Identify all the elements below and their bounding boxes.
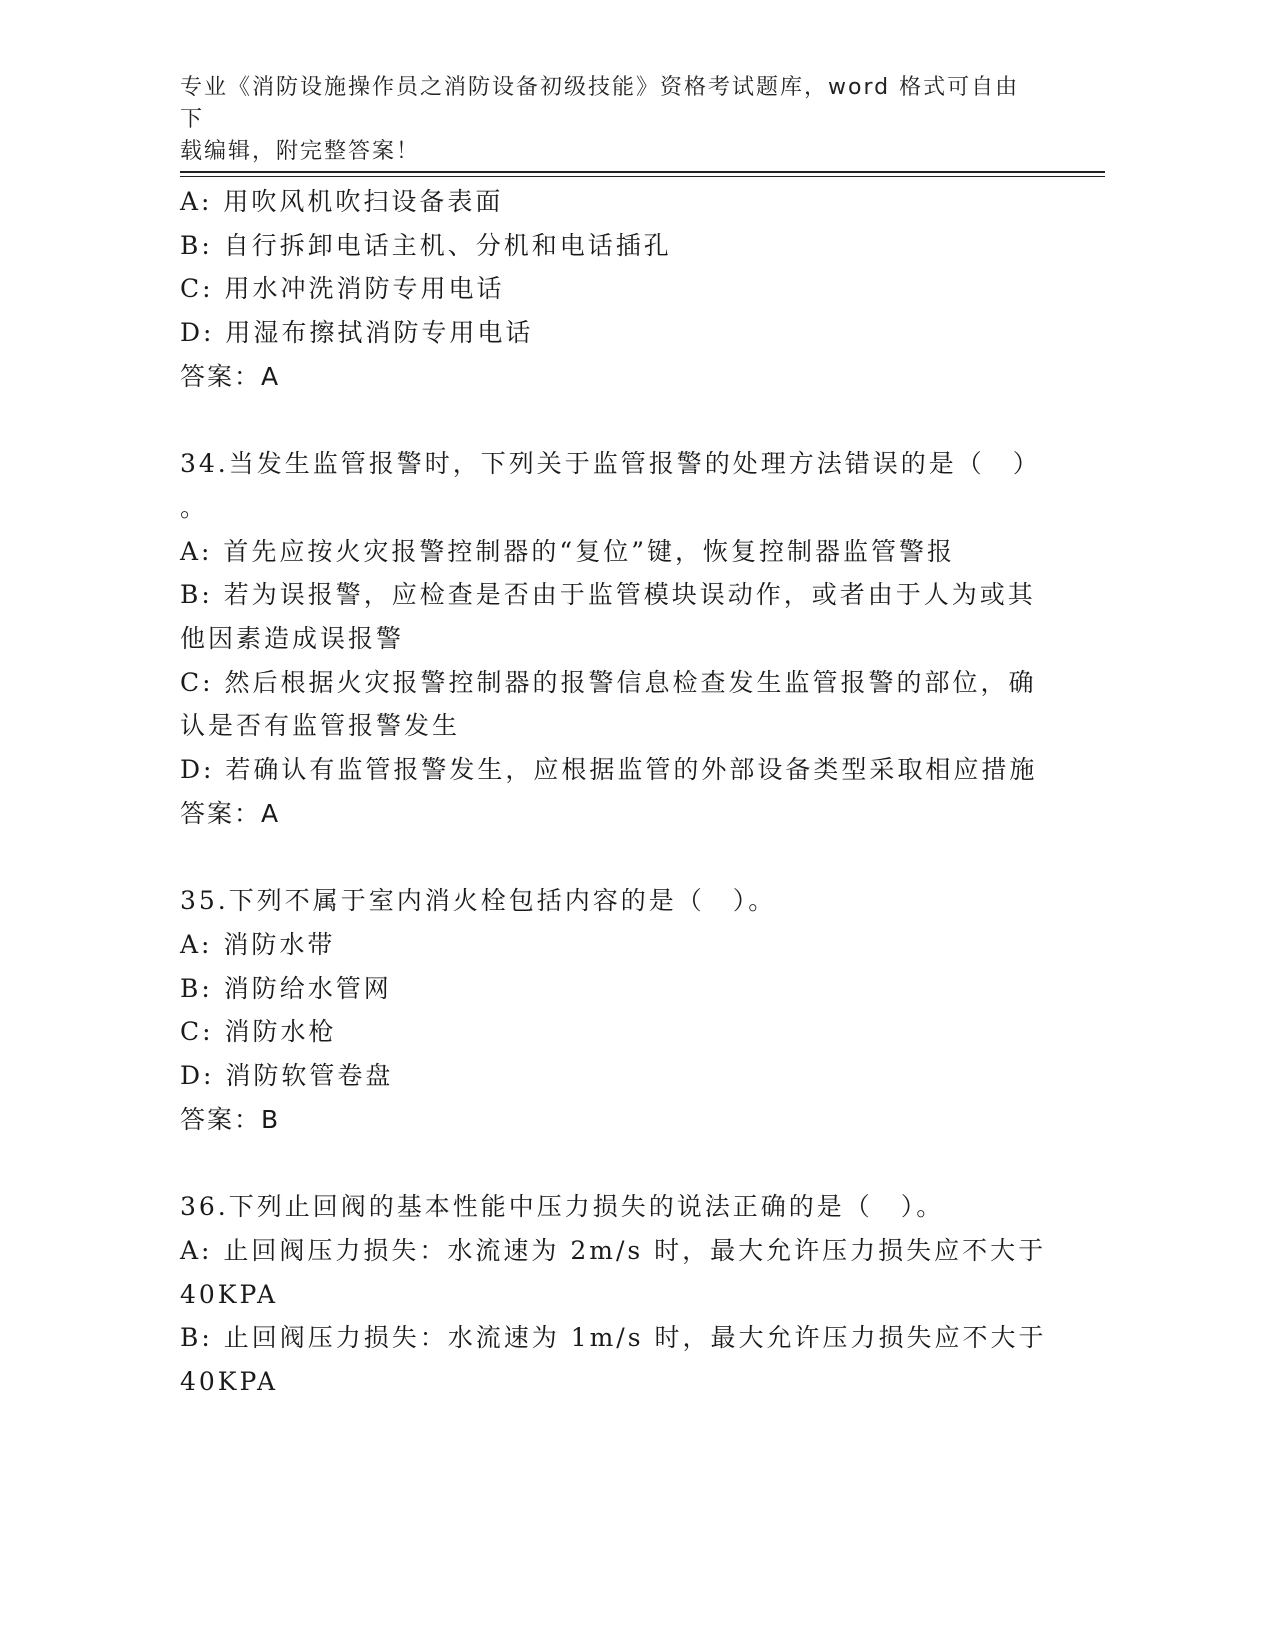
question-36	[180, 1185, 1047, 1404]
q33-option-d: D: 用湿布擦拭消防专用电话	[180, 318, 534, 348]
header-rule-thick	[180, 171, 1105, 173]
header-line-1: 专业《消防设施操作员之消防设备初级技能》资格考试题库，word 格式可自由下	[180, 75, 1020, 132]
q36-stem: 36.下列止回阀的基本性能中压力损失的说法正确的是（ ）。	[180, 1192, 945, 1222]
q34-option-a: A: 首先应按火灾报警控制器的“复位”键，恢复控制器监管警报	[180, 536, 955, 566]
q35-stem: 35.下列不属于室内消火栓包括内容的是（ ）。	[180, 886, 777, 916]
q36-option-b-line-1: B: 止回阀压力损失：水流速为 1m/s 时，最大允许压力损失应不大于	[180, 1323, 1047, 1353]
spacer	[180, 836, 1040, 880]
q35-option-a: A: 消防水带	[180, 929, 336, 959]
q34-option-c-line-2: 认是否有监管报警发生	[180, 711, 461, 741]
q33-option-a: A: 用吹风机吹扫设备表面	[180, 187, 504, 216]
spacer	[180, 399, 1040, 443]
question-33	[180, 180, 1040, 399]
q33-answer: 答案：A	[180, 361, 281, 391]
question-content	[180, 180, 1047, 1404]
q34-answer: 答案：A	[180, 798, 281, 828]
q35-option-d: D: 消防软管卷盘	[180, 1061, 394, 1091]
header-line-2: 载编辑，附完整答案！	[180, 139, 421, 164]
q34-option-b-line-2: 他因素造成误报警	[180, 624, 405, 654]
q33-option-b: B: 自行拆卸电话主机、分机和电话插孔	[180, 230, 672, 260]
q33-option-c: C: 用水冲洗消防专用电话	[180, 274, 505, 304]
q35-option-c: C: 消防水枪	[180, 1017, 337, 1047]
q36-option-b-line-2: 40KPA	[180, 1366, 279, 1396]
q34-stem-line-1: 34.当发生监管报警时，下列关于监管报警的处理方法错误的是（ ）	[180, 449, 1041, 479]
q35-answer: 答案：B	[180, 1104, 281, 1134]
q34-stem-line-2: 。	[180, 492, 209, 522]
question-34	[180, 442, 1040, 835]
q36-option-a-line-2: 40KPA	[180, 1279, 279, 1309]
q34-option-c-line-1: C: 然后根据火灾报警控制器的报警信息检查发生监管报警的部位，确	[180, 667, 1037, 697]
header-rule-thin	[180, 176, 1105, 177]
q34-option-d: D: 若确认有监管报警发生，应根据监管的外部设备类型采取相应措施	[180, 755, 1038, 785]
q34-option-b-line-1: B: 若为误报警，应检查是否由于监管模块误动作，或者由于人为或其	[180, 580, 1036, 610]
q36-option-a-line-1: A: 止回阀压力损失：水流速为 2m/s 时，最大允许压力损失应不大于	[180, 1235, 1047, 1265]
spacer	[180, 1141, 1040, 1185]
question-35	[180, 879, 1040, 1141]
page-header	[180, 72, 1040, 168]
q35-option-b: B: 消防给水管网	[180, 973, 392, 1003]
